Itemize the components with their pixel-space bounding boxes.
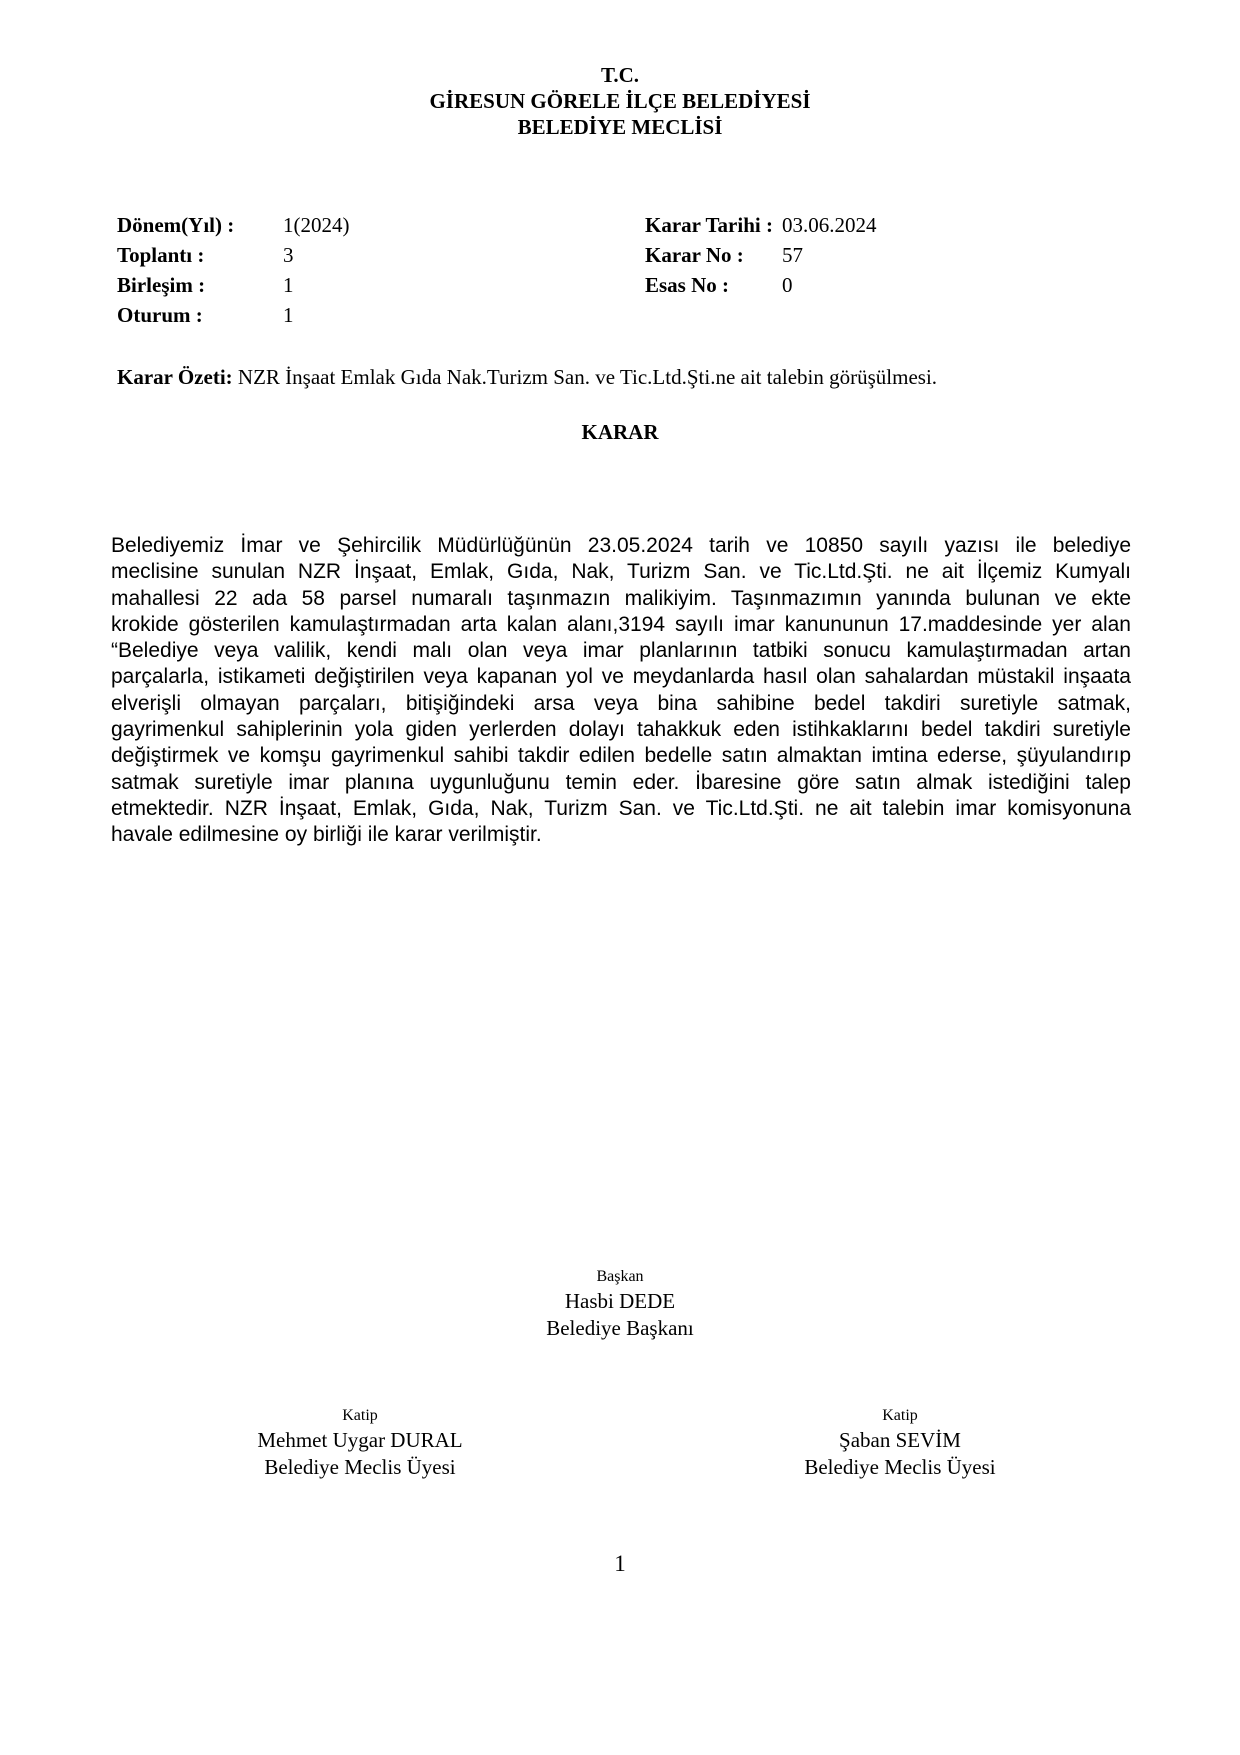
body-line: meclisine sunulan NZR İnşaat, Emlak, Gıda, Nak, Turizm San. ve Tic.Ltd.Şti. ne ait İlçemiz Kumyalı [111, 560, 1131, 584]
meta-right [645, 210, 877, 300]
meta-value: 1 [283, 303, 294, 327]
meta-value: 1(2024) [283, 213, 350, 237]
header-tc: T.C. [600, 63, 640, 87]
body-line: havale edilmesine oy birliği ile karar verilmiştir. [111, 823, 542, 847]
summary-label: Karar Özeti: [117, 365, 233, 389]
signature-role: Katip [342, 1407, 378, 1424]
signature-clerk-left [210, 1405, 510, 1481]
meta-label: Karar No : [645, 243, 744, 267]
meta-value: 3 [283, 243, 294, 267]
meta-toplanti [117, 240, 350, 270]
body-line: parçalarla, istikameti değiştirilen veya kapanan yol ve meydanlarda hasıl olan sahalardan müstakil inşaata [111, 665, 1131, 689]
meta-oturum [117, 300, 350, 330]
page-number: 1 [614, 1551, 626, 1576]
meta-label: Birleşim : [117, 273, 206, 297]
meta-label: Toplantı : [117, 243, 205, 267]
meta-label: Esas No : [645, 273, 730, 297]
meta-karar-no [645, 240, 877, 270]
signature-title: Belediye Meclis Üyesi [264, 1455, 456, 1479]
meta-birlesim [117, 270, 350, 300]
decision-summary [117, 362, 1137, 392]
meta-value: 1 [283, 273, 294, 297]
body-line: etmektedir. NZR İnşaat, Emlak, Gıda, Nak, Turizm San. ve Tic.Ltd.Şti. ne ait talebin imar komisyonuna [111, 796, 1131, 820]
body-line: “Belediye veya valilik, kendi malı olan veya imar planlarının tatbiki sonucu kamulaştırmadan artan [111, 639, 1131, 663]
body-line: satmak suretiyle imar planına uygunluğunu temin eder. İbaresine göre satın almak istediğini talep [111, 770, 1131, 794]
signature-name: Hasbi DEDE [564, 1289, 676, 1313]
signature-name: Mehmet Uygar DURAL [257, 1428, 463, 1452]
meta-esas-no [645, 270, 877, 300]
signature-title: Belediye Başkanı [546, 1316, 694, 1340]
signature-name: Şaban SEVİM [839, 1428, 961, 1452]
meta-karar-tarihi [645, 210, 877, 240]
body-line: mahallesi 22 ada 58 parsel numaralı taşınmazın malikiyim. Taşınmazımın yanında bulunan ve ekte [111, 586, 1131, 610]
meta-donem [117, 210, 350, 240]
meta-label: Karar Tarihi : [645, 213, 773, 237]
signature-title: Belediye Meclis Üyesi [804, 1455, 996, 1479]
signature-role: Katip [882, 1407, 918, 1424]
document-header [0, 62, 1240, 140]
signature-role: Başkan [596, 1268, 644, 1285]
body-line: gayrimenkul sahiplerinin yola giden yerlerden dolayı tahakkuk eden istihkaklarını bedel takdiri suretiyle [111, 718, 1131, 742]
meta-value: 03.06.2024 [782, 213, 877, 237]
summary-text: NZR İnşaat Emlak Gıda Nak.Turizm San. ve Tic.Ltd.Şti.ne ait talebin görüşülmesi. [232, 365, 938, 389]
body-line: elverişli olmayan parçaları, bitişiğindeki arsa veya bina sahibine bedel takdiri suretiyle satmak, [111, 691, 1131, 715]
signature-chair [470, 1266, 770, 1342]
signature-clerk-right [750, 1405, 1050, 1481]
meta-label: Dönem(Yıl) : [117, 213, 235, 237]
meta-label: Oturum : [117, 303, 203, 327]
meta-value: 0 [782, 273, 793, 297]
header-municipality: GİRESUN GÖRELE İLÇE BELEDİYESİ [429, 89, 811, 113]
body-line: Belediyemiz İmar ve Şehircilik Müdürlüğünün 23.05.2024 tarih ve 10850 sayılı yazısı ile belediye [111, 534, 1131, 557]
decision-body [111, 533, 1131, 849]
decision-heading: KARAR [581, 420, 659, 444]
body-line: krokide gösterilen kamulaştırmadan arta kalan alanı,3194 sayılı imar kanununun 17.maddesinde yer alan [111, 612, 1131, 636]
meta-value: 57 [782, 243, 803, 267]
body-line: değiştirmek ve komşu gayrimenkul sahibi takdir edilen bedelle satın almaktan imtina ederse, şüyulandırıp [111, 744, 1131, 768]
header-council: BELEDİYE MECLİSİ [517, 115, 723, 139]
meta-left [117, 210, 350, 330]
